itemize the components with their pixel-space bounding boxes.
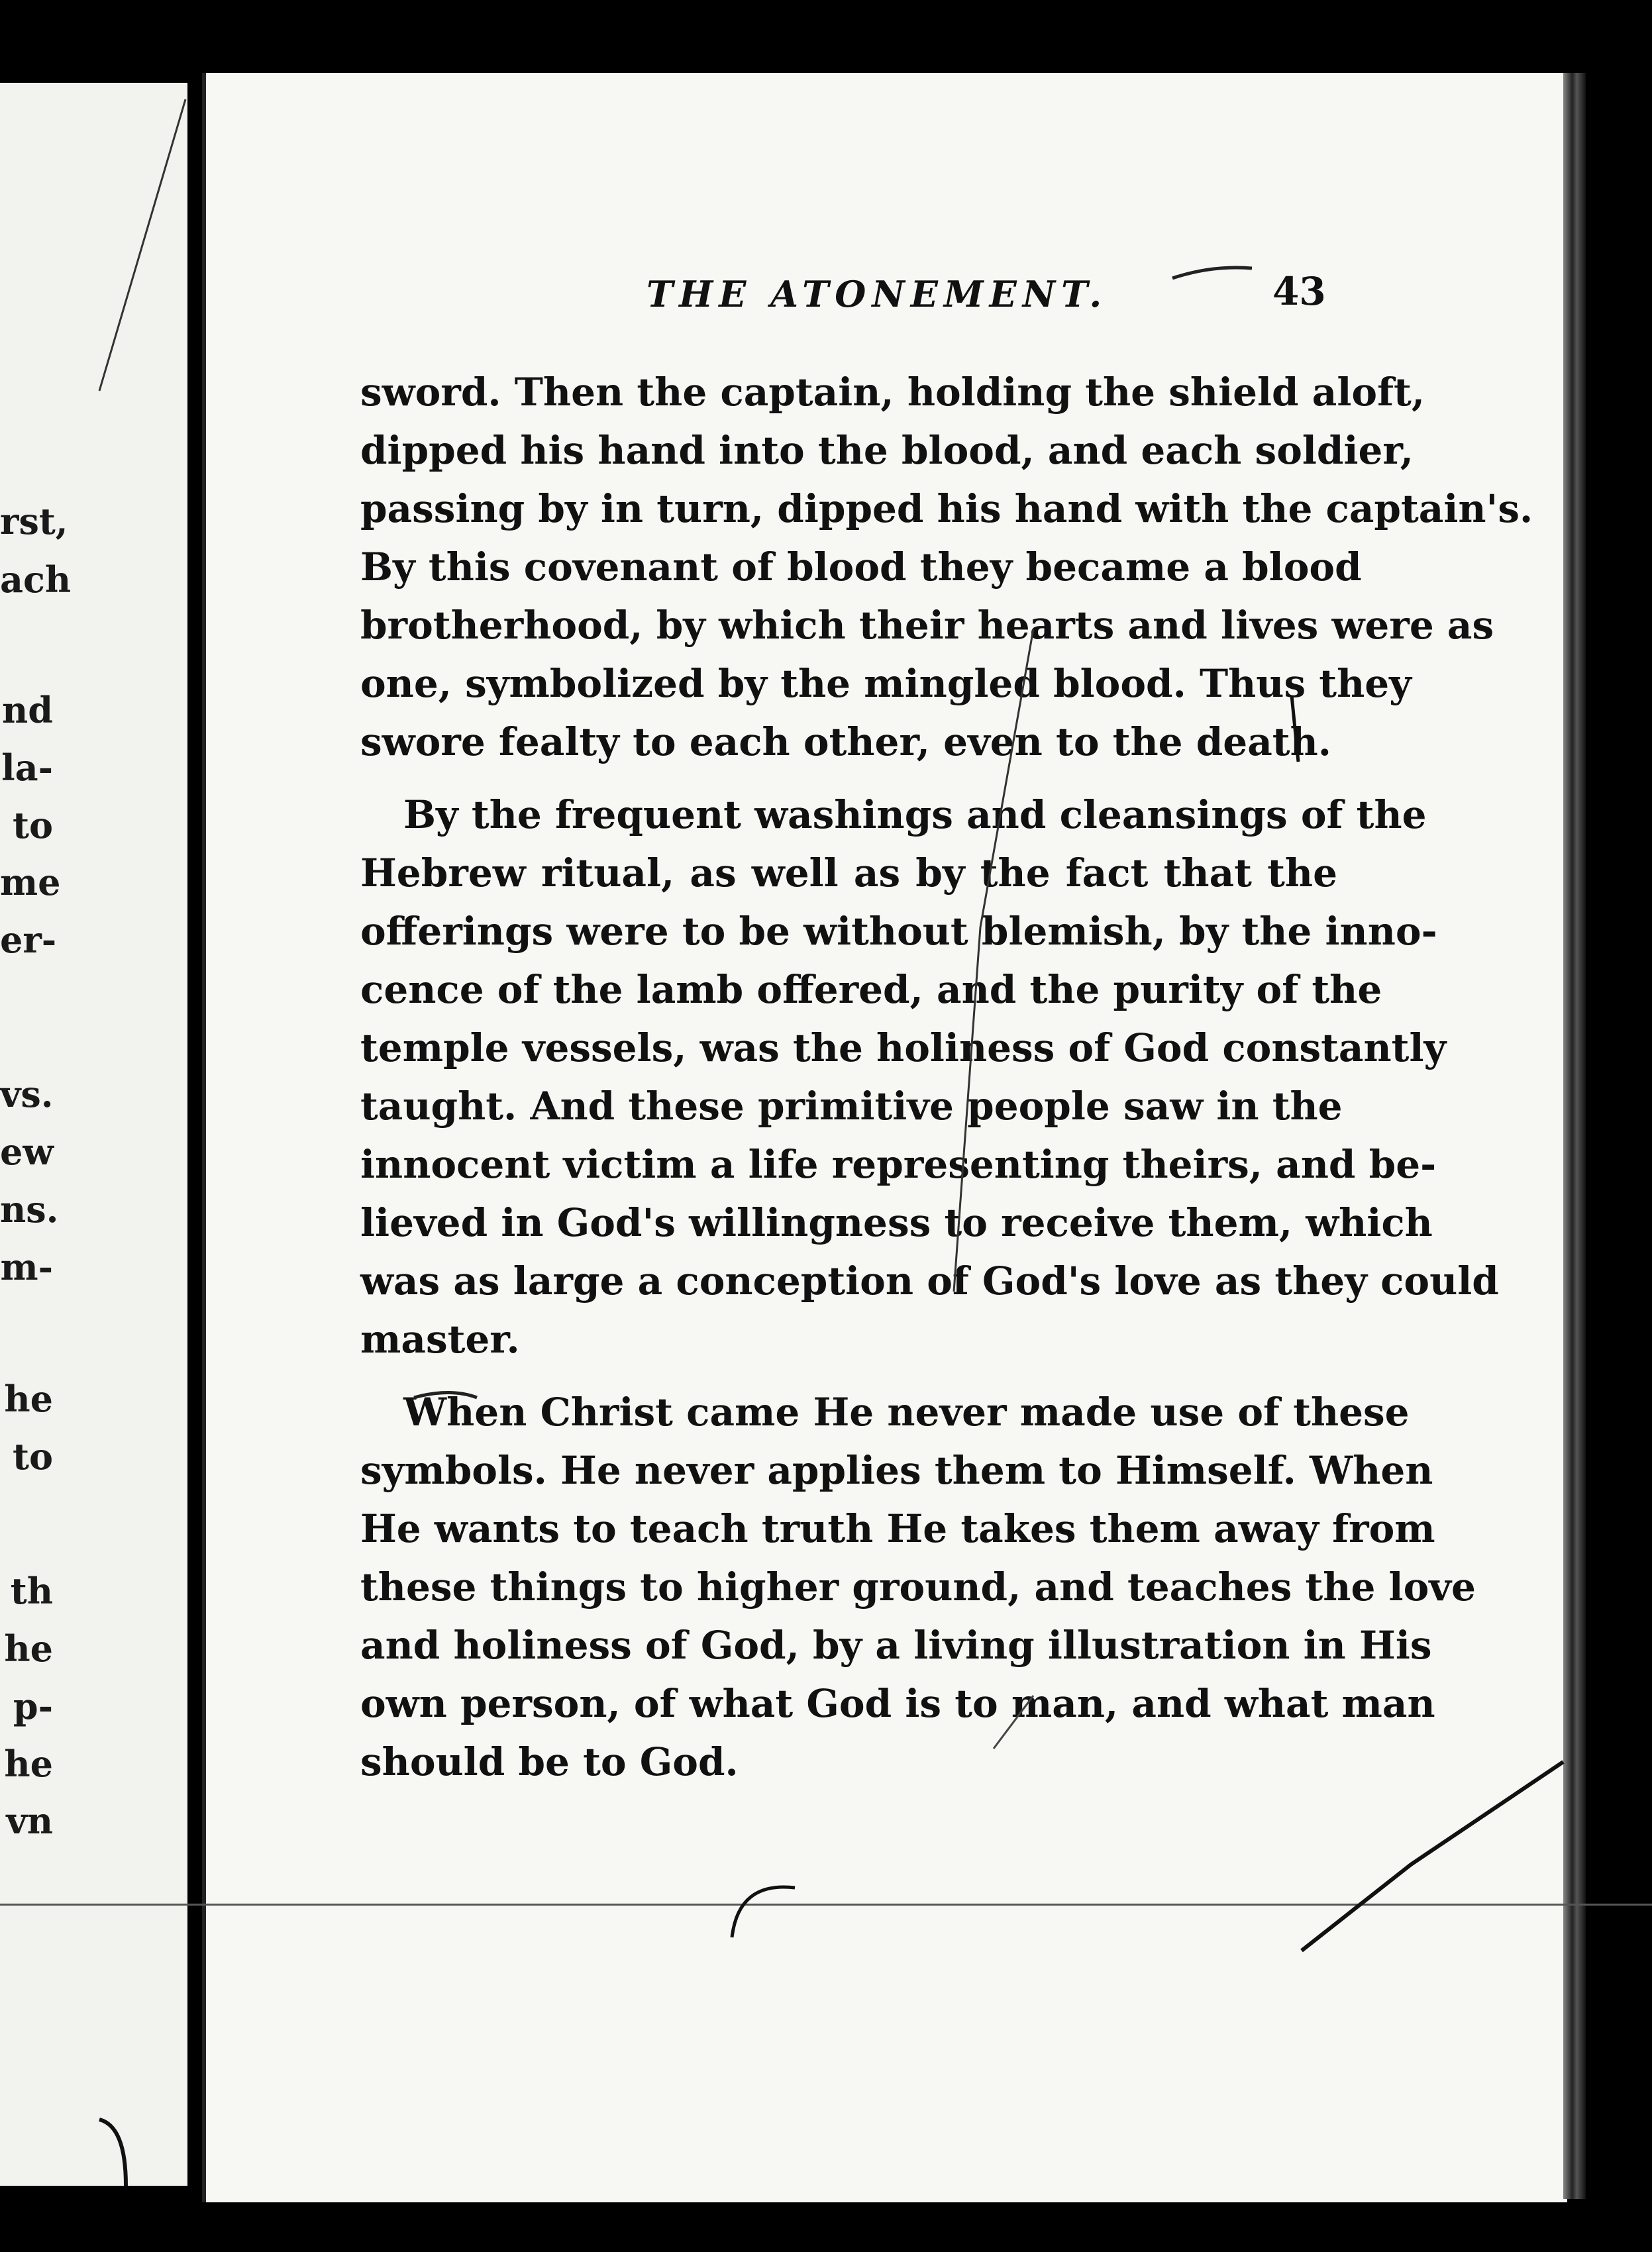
text-line: offerings were to be without blemish, by the inno- bbox=[360, 909, 1437, 954]
facing-page-line-end: nd bbox=[1, 689, 53, 731]
facing-page-line-end: la- bbox=[1, 746, 53, 789]
facing-page-line-end: to bbox=[13, 1435, 53, 1478]
text-line: symbols. He never applies them to Himself. When bbox=[360, 1448, 1433, 1493]
facing-page-line-end: vn bbox=[6, 1800, 53, 1842]
text-line: and holiness of God, by a living illustration in His bbox=[360, 1623, 1432, 1668]
text-line: these things to higher ground, and teaches the love bbox=[360, 1564, 1476, 1610]
facing-page-line-end: me bbox=[0, 861, 61, 903]
page-number: 43 bbox=[1272, 269, 1326, 314]
book-spine-edge bbox=[1563, 73, 1586, 2199]
text-line: temple vessels, was the holiness of God constantly bbox=[360, 1025, 1447, 1070]
text-line: was as large a conception of God's love as they could bbox=[360, 1258, 1499, 1304]
facing-page-line-end: er- bbox=[0, 919, 57, 961]
text-line: He wants to teach truth He takes them away from bbox=[360, 1506, 1435, 1551]
text-line: dipped his hand into the blood, and each soldier, bbox=[360, 428, 1414, 473]
facing-page-fragment bbox=[0, 83, 187, 2186]
facing-page-line-end: p- bbox=[13, 1685, 53, 1727]
facing-page-line-end: to bbox=[13, 804, 53, 846]
text-line: Hebrew ritual, as well as by the fact that the bbox=[360, 850, 1337, 896]
facing-page-line-end: he bbox=[4, 1627, 53, 1670]
facing-page-line-end: vs. bbox=[0, 1073, 54, 1115]
facing-page-line-end: ns. bbox=[0, 1188, 59, 1231]
text-line: should be to God. bbox=[360, 1739, 739, 1784]
text-line: By the frequent washings and cleansings of the bbox=[403, 792, 1427, 837]
text-line: innocent victim a life representing theirs, and be- bbox=[360, 1142, 1437, 1187]
text-line: sword. Then the captain, holding the shield aloft, bbox=[360, 370, 1425, 415]
paragraph-1 bbox=[360, 363, 1533, 771]
paragraph-3 bbox=[360, 1383, 1476, 1791]
running-title: THE ATONEMENT. bbox=[646, 273, 1108, 315]
paragraph-2 bbox=[360, 786, 1499, 1368]
book-page bbox=[202, 73, 1567, 2202]
facing-page-line-end: he bbox=[4, 1743, 53, 1785]
text-line: lieved in God's willingness to receive them, which bbox=[360, 1200, 1433, 1245]
facing-page-line-end: m- bbox=[0, 1246, 53, 1288]
text-line: When Christ came He never made use of these bbox=[403, 1390, 1410, 1435]
text-line: passing by in turn, dipped his hand with the captain's. bbox=[360, 486, 1533, 531]
facing-page-line-end: ew bbox=[0, 1131, 54, 1173]
text-line: one, symbolized by the mingled blood. Thus they bbox=[360, 661, 1412, 706]
facing-page-line-end: rst, bbox=[0, 500, 68, 542]
facing-page-line-end: he bbox=[4, 1378, 53, 1420]
facing-page-line-end: th bbox=[10, 1570, 53, 1612]
text-line: By this covenant of blood they became a blood bbox=[360, 544, 1362, 589]
text-line: brotherhood, by which their hearts and lives were as bbox=[360, 603, 1494, 648]
body-text bbox=[360, 363, 1533, 1806]
facing-page-line-end: ach bbox=[0, 558, 72, 601]
page-header bbox=[206, 269, 1567, 326]
text-line: master. bbox=[360, 1317, 520, 1362]
text-line: own person, of what God is to man, and what man bbox=[360, 1681, 1435, 1726]
text-line: taught. And these primitive people saw in the bbox=[360, 1084, 1343, 1129]
text-line: swore fealty to each other, even to the death. bbox=[360, 719, 1331, 764]
scan-line-artifact bbox=[0, 1904, 1652, 1906]
text-line: cence of the lamb offered, and the purity of the bbox=[360, 967, 1382, 1012]
